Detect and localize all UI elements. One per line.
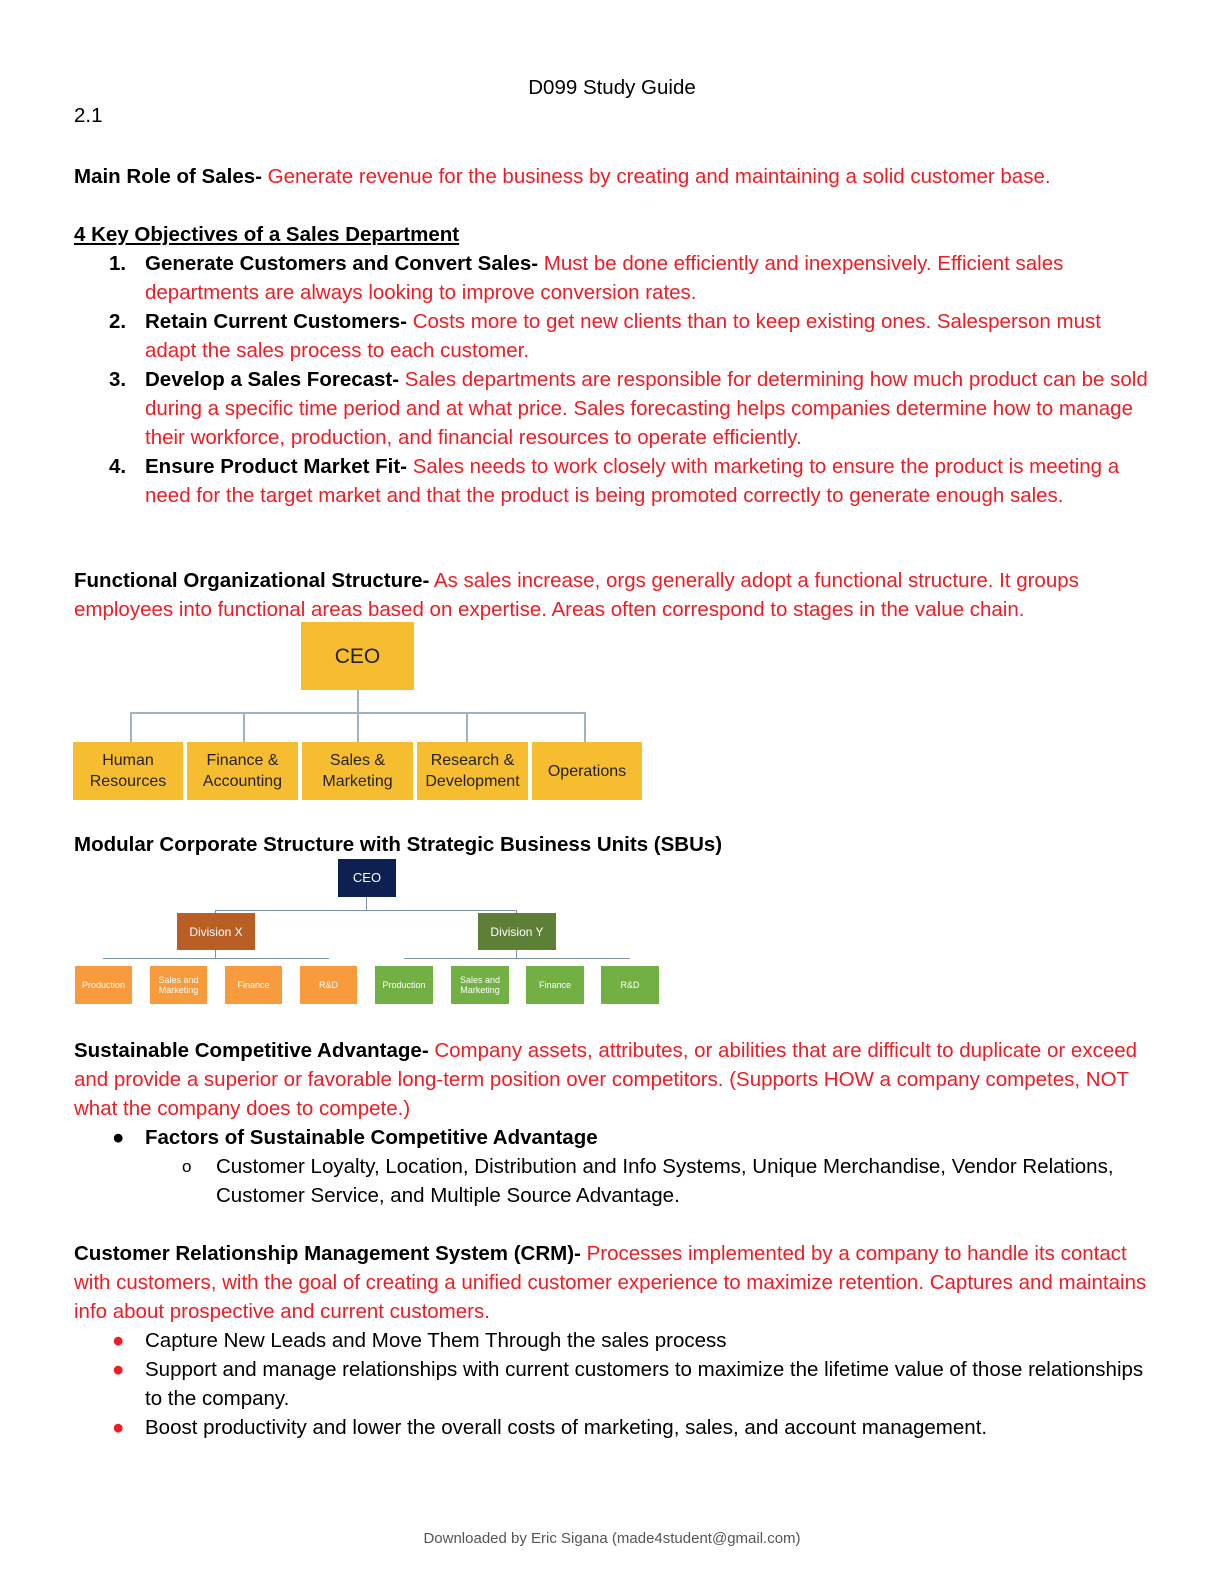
division-y-unit: Finance [526, 966, 584, 1004]
division-x-unit: Sales and Marketing [150, 966, 207, 1004]
crm-paragraph [74, 1239, 1150, 1326]
sca-label: Sustainable Competitive Advantage- [74, 1039, 429, 1062]
connector-line [215, 910, 517, 911]
connector-line [243, 712, 245, 742]
department-box: Sales & Marketing [302, 742, 413, 800]
list-item [74, 1413, 1150, 1442]
connector-line [516, 950, 517, 958]
bullet-icon: ● [112, 1329, 125, 1352]
objective-label: Ensure Product Market Fit- [145, 455, 407, 478]
objective-text: Sales needs to work closely with marketing to ensure the product is meeting a need for the target market and that the product is being promoted correctly to generate enough sales. [145, 455, 1120, 507]
sca-text: Company assets, attributes, or abilities that are difficult to duplicate or exceed and provide a superior or favorable long-term position over competitors. (Supports HOW a company competes, NOT what the company does to compete.) [74, 1039, 1138, 1120]
connector-line [466, 712, 468, 742]
division-x-unit: Finance [225, 966, 282, 1004]
document-title: D099 Study Guide [528, 76, 696, 99]
crm-bullet-text: Support and manage relationships with current customers to maximize the lifetime value of those relationships to the company. [145, 1358, 1144, 1410]
main-role-text: Generate revenue for the business by creating and maintaining a solid customer base. [261, 165, 1051, 188]
connector-line [103, 958, 329, 959]
list-item [74, 1355, 1150, 1413]
functional-label: Functional Organizational Structure- [74, 569, 430, 592]
objective-text: Sales departments are responsible for determining how much product can be sold during a specific time period and at what price. Sales forecasting helps companies determine how to manage their workforce, production, and financial resources to operate efficiently. [145, 368, 1148, 449]
department-box: Finance & Accounting [187, 742, 298, 800]
objective-number: 1. [109, 252, 127, 275]
crm-text: Processes implemented by a company to handle its contact with customers, with the goal of creating a unified customer experience to maximize retention. Captures and maintains info about prospective and current customers. [74, 1242, 1147, 1323]
modular-heading-text: Modular Corporate Structure with Strategic Business Units (SBUs) [74, 833, 723, 856]
download-footer: Downloaded by Eric Sigana (made4student@gmail.com) [423, 1530, 801, 1547]
list-item [74, 1123, 1150, 1152]
bullet-icon: ● [112, 1416, 125, 1439]
modular-heading [74, 830, 1150, 859]
list-item [74, 1326, 1150, 1355]
objective-label: Retain Current Customers- [145, 310, 407, 333]
sbu-ceo-box: CEO [338, 859, 396, 897]
division-y-unit: Sales and Marketing [451, 966, 509, 1004]
crm-label: Customer Relationship Management System (CRM)- [74, 1242, 581, 1265]
objective-item [74, 249, 1150, 307]
main-role-label: Main Role of Sales- [74, 165, 262, 188]
circle-bullet-icon: o [182, 1157, 192, 1176]
objective-text: Costs more to get new clients than to keep existing ones. Salesperson must adapt the sales process to each customer. [145, 310, 1101, 362]
main-role-paragraph [74, 162, 1150, 191]
objective-number: 4. [109, 455, 127, 478]
objective-number: 2. [109, 310, 127, 333]
section-number: 2.1 [74, 104, 103, 127]
sca-section [74, 1036, 1150, 1210]
connector-line [404, 958, 630, 959]
department-box: Operations [532, 742, 642, 800]
objective-item [74, 452, 1150, 510]
connector-line [584, 712, 586, 742]
department-box: Research & Development [417, 742, 528, 800]
division-y-unit: Production [375, 966, 433, 1004]
division-x-box: Division X [177, 913, 255, 950]
connector-line [357, 712, 359, 742]
connector-line [357, 690, 359, 712]
division-y-unit: R&D [601, 966, 659, 1004]
division-y-box: Division Y [478, 913, 556, 950]
objective-text: Must be done efficiently and inexpensively. Efficient sales departments are always looking to improve conversion rates. [145, 252, 1064, 304]
division-x-unit: R&D [300, 966, 357, 1004]
bullet-icon: ● [112, 1358, 125, 1381]
objective-item [74, 365, 1150, 452]
objective-label: Develop a Sales Forecast- [145, 368, 400, 391]
ceo-box: CEO [301, 622, 414, 690]
objectives-list [74, 220, 1150, 510]
bullet-icon: ● [112, 1126, 125, 1149]
objective-number: 3. [109, 368, 127, 391]
functional-org-chart [73, 622, 643, 802]
list-item [74, 1152, 1150, 1210]
connector-line [366, 897, 367, 910]
functional-text: As sales increase, orgs generally adopt a functional structure. It groups employees into functional areas based on expertise. Areas often correspond to stages in the value chain. [74, 569, 1079, 621]
connector-line [130, 712, 132, 742]
connector-line [215, 950, 216, 958]
sca-sub-text: Customer Loyalty, Location, Distribution and Info Systems, Unique Merchandise, Vendor Relations, Customer Service, and Multiple Source Advantage. [216, 1155, 1114, 1207]
objective-label: Generate Customers and Convert Sales- [145, 252, 539, 275]
functional-paragraph [74, 566, 1150, 624]
department-box: Human Resources [73, 742, 183, 800]
objective-item [74, 307, 1150, 365]
crm-bullet-text: Boost productivity and lower the overall costs of marketing, sales, and account management. [145, 1416, 988, 1439]
sca-paragraph [74, 1036, 1150, 1123]
division-x-unit: Production [75, 966, 132, 1004]
crm-bullet-text: Capture New Leads and Move Them Through the sales process [145, 1329, 727, 1352]
objectives-heading: 4 Key Objectives of a Sales Department [74, 223, 460, 246]
modular-org-chart [73, 858, 663, 1006]
crm-section [74, 1239, 1150, 1442]
sca-bullet-text: Factors of Sustainable Competitive Advantage [145, 1126, 598, 1149]
